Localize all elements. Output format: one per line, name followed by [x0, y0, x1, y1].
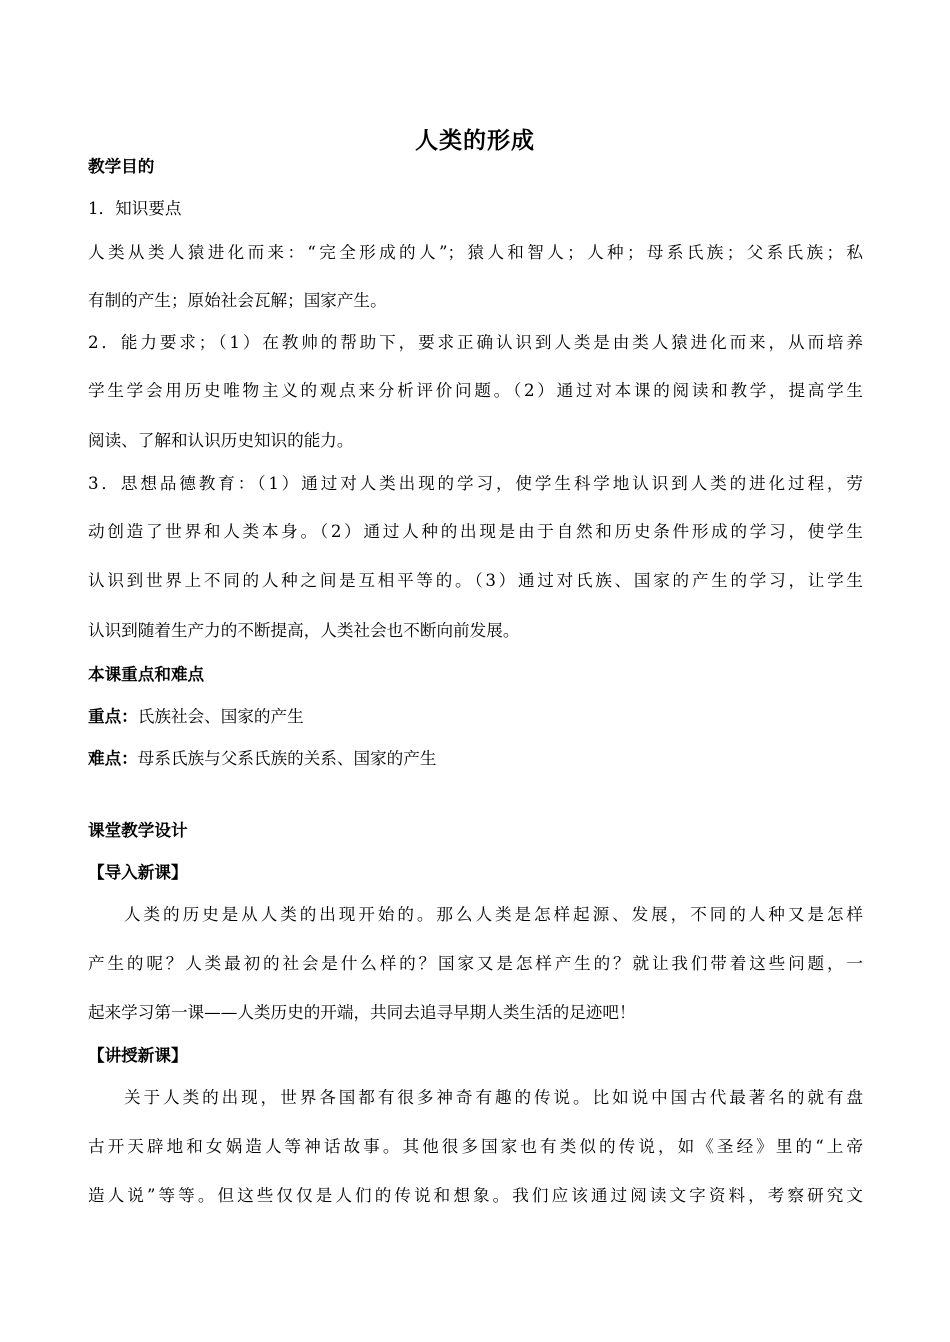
- paragraph-line: 有制的产生；原始社会瓦解；国家产生。: [88, 291, 387, 310]
- key-point-line: [88, 705, 863, 729]
- paragraph-line: 阅读、了解和认识历史知识的能力。: [88, 431, 354, 450]
- difficult-point-text: 母系氏族与父系氏族的关系、国家的产生: [137, 749, 437, 768]
- paragraph-line: 2．能力要求；（1）在教帅的帮助下，要求正确认识到人类是由类人猿进化而来，从而培养: [88, 333, 863, 352]
- subheading-knowledge-points: 1．知识要点: [88, 199, 182, 218]
- heading-key-points: 本课重点和难点: [88, 665, 205, 684]
- paragraph-line: 人类从类人猿进化而来：“完全形成的人”；猿人和智人；人种；母系氏族；父系氏族；私: [88, 243, 863, 262]
- paragraph-line: 人类的历史是从人类的出现开始的。那么人类是怎样起源、发展，不同的人种又是怎样: [124, 905, 863, 924]
- key-point-label: 重点：: [88, 707, 138, 726]
- paragraph-line: 学生学会用历史唯物主义的观点来分析评价问题。（2）通过对本课的阅读和教学，提高学生: [88, 381, 863, 400]
- difficult-point-label: 难点：: [88, 749, 138, 768]
- paragraph-line: 3．思想品德教育：（1）通过对人类出现的学习，使学生科学地认识到人类的进化过程，劳: [88, 474, 863, 493]
- key-point-text: 氏族社会、国家的产生: [137, 707, 304, 726]
- paragraph-line: 产生的呢？人类最初的社会是什么样的？国家又是怎样产生的？就让我们带着这些问题，一: [88, 954, 863, 973]
- paragraph-line: 关于人类的出现，世界各国都有很多神奇有趣的传说。比如说中国古代最著名的就有盘: [124, 1088, 863, 1107]
- heading-lesson-design: 课堂教学设计: [88, 821, 188, 840]
- paragraph-line: 古开天辟地和女娲造人等神话故事。其他很多国家也有类似的传说，如《圣经》里的“上帝: [88, 1137, 863, 1156]
- document-title: 人类的形成: [415, 128, 535, 154]
- paragraph-line: 动创造了世界和人类本身。（2）通过人种的出现是由于自然和历史条件形成的学习，使学生: [88, 522, 863, 541]
- difficult-point-line: [88, 747, 863, 771]
- heading-teaching-goals: 教学目的: [88, 157, 155, 176]
- paragraph-line: 起来学习第一课——人类历史的开端，共同去追寻早期人类生活的足迹吧！: [88, 1003, 636, 1022]
- paragraph-line: 认识到随着生产力的不断提高，人类社会也不断向前发展。: [88, 621, 520, 640]
- paragraph-line: 认识到世界上不同的人种之间是互相平等的。（3）通过对氏族、国家的产生的学习，让学生: [88, 571, 863, 590]
- heading-new-lesson: 【讲授新课】: [88, 1046, 188, 1065]
- paragraph-line: 造人说”等等。但这些仅仅是人们的传说和想象。我们应该通过阅读文字资料，考察研究文: [88, 1186, 863, 1205]
- heading-introduction: 【导入新课】: [88, 863, 188, 882]
